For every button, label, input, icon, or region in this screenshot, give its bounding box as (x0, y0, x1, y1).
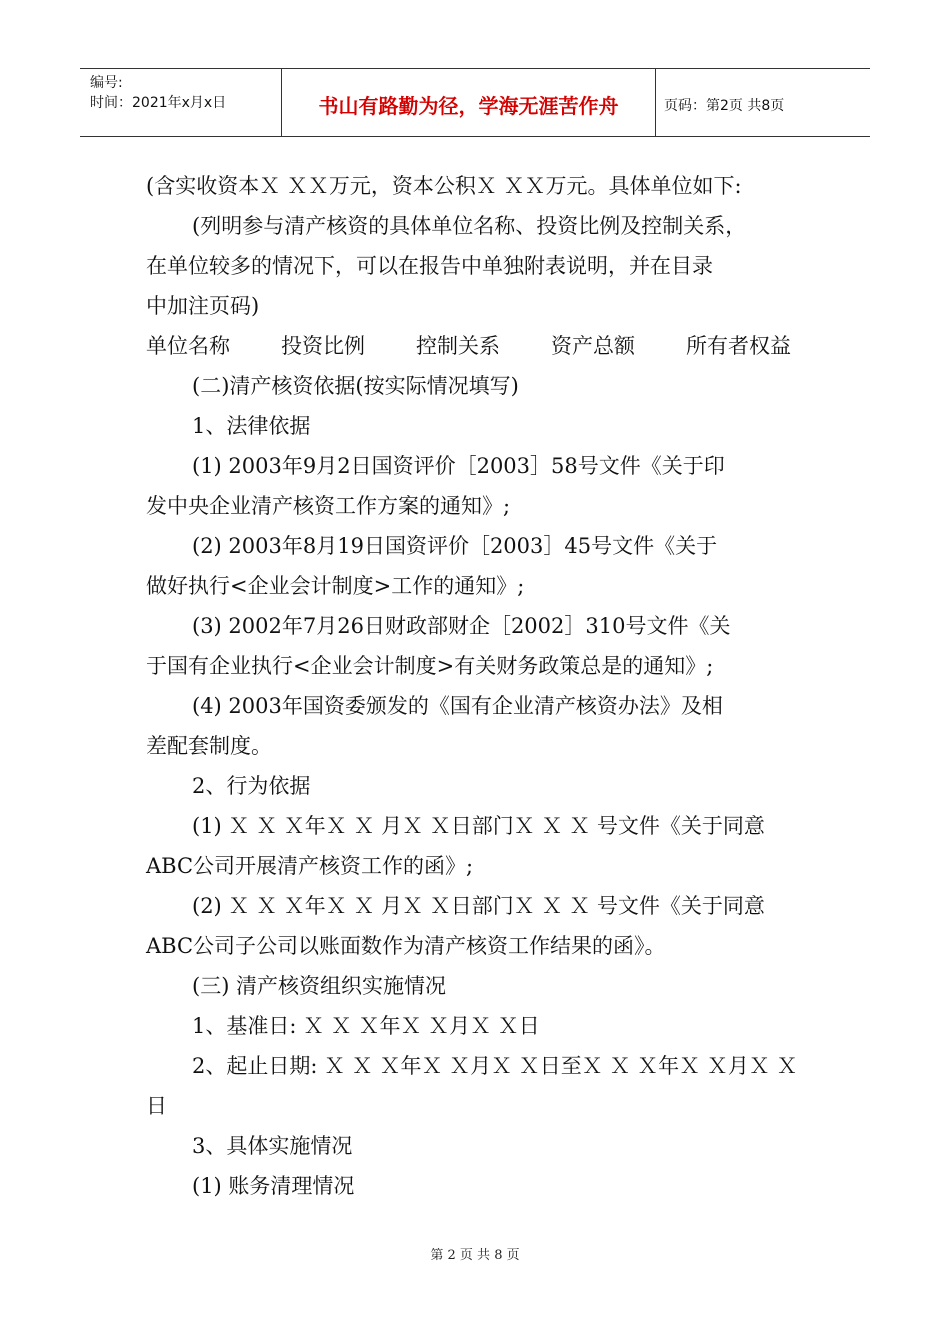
paragraph-line: 差配套制度。 (146, 734, 272, 758)
paragraph-line: 于国有企业执行<企业会计制度>有关财务政策总是的通知》; (146, 654, 714, 678)
paragraph-line: (1) Ｘ Ｘ Ｘ年Ｘ Ｘ 月Ｘ Ｘ日部门Ｘ Ｘ Ｘ 号文件《关于同意 (192, 814, 765, 838)
column-unit-name: 单位名称 (146, 334, 230, 358)
paragraph-line: 做好执行<企业会计制度>工作的通知》; (146, 574, 525, 598)
column-investment-ratio: 投资比例 (281, 334, 365, 358)
paragraph-line: (2) 2003年8月19日国资评价［2003］45号文件《关于 (192, 534, 718, 558)
paragraph-line: 1、基准日: Ｘ Ｘ Ｘ年Ｘ Ｘ月Ｘ Ｘ日 (192, 1014, 540, 1038)
paragraph-line: 中加注页码) (146, 294, 260, 318)
header-motto: 书山有路勤为径，学海无涯苦作舟 (282, 69, 656, 136)
document-body (146, 166, 816, 1206)
paragraph-line: 发中央企业清产核资工作方案的通知》; (146, 494, 511, 518)
header-page-number: 页码：第2页 共8页 (664, 97, 785, 114)
paragraph-line: (1) 账务清理情况 (192, 1174, 355, 1198)
paragraph-line: (2) Ｘ Ｘ Ｘ年Ｘ Ｘ 月Ｘ Ｘ日部门Ｘ Ｘ Ｘ 号文件《关于同意 (192, 894, 765, 918)
paragraph-line: ABC公司开展清产核资工作的函》; (146, 854, 474, 878)
paragraph-line: (列明参与清产核资的具体单位名称、投资比例及控制关系， (192, 214, 747, 238)
section-heading: (二)清产核资依据(按实际情况填写) (192, 374, 519, 398)
subsection-heading: 2、行为依据 (192, 774, 311, 798)
page-header (80, 68, 870, 137)
column-owner-equity: 所有者权益 (686, 334, 791, 358)
paragraph-line: (1) 2003年9月2日国资评价［2003］58号文件《关于印 (192, 454, 725, 478)
document-number-label: 编号: (90, 75, 123, 91)
paragraph-line: (含实收资本Ｘ ＸＸ万元，资本公积Ｘ ＸＸ万元。具体单位如下: (146, 174, 742, 198)
section-heading: (三) 清产核资组织实施情况 (192, 974, 447, 998)
paragraph-line: 日 (146, 1094, 167, 1118)
paragraph-line: ABC公司子公司以账面数作为清产核资工作结果的函》。 (146, 934, 666, 958)
unit-table-header (146, 326, 791, 366)
document-time-label: 时间：2021年x月x日 (90, 95, 227, 111)
page-footer: 第 2 页 共 8 页 (430, 1248, 520, 1263)
paragraph-line: (4) 2003年国资委颁发的《国有企业清产核资办法》及相 (192, 694, 723, 718)
paragraph-line: 2、起止日期: Ｘ Ｘ Ｘ年Ｘ Ｘ月Ｘ Ｘ日至Ｘ Ｘ Ｘ年Ｘ Ｘ月Ｘ Ｘ (192, 1054, 798, 1078)
header-meta (80, 69, 282, 136)
column-total-assets: 资产总额 (551, 334, 635, 358)
subsection-heading: 1、法律依据 (192, 414, 311, 438)
paragraph-line: (3) 2002年7月26日财政部财企［2002］310号文件《关 (192, 614, 731, 638)
column-control-relation: 控制关系 (416, 334, 500, 358)
subsection-heading: 3、具体实施情况 (192, 1134, 353, 1158)
paragraph-line: 在单位较多的情况下，可以在报告中单独附表说明，并在目录 (146, 254, 713, 278)
